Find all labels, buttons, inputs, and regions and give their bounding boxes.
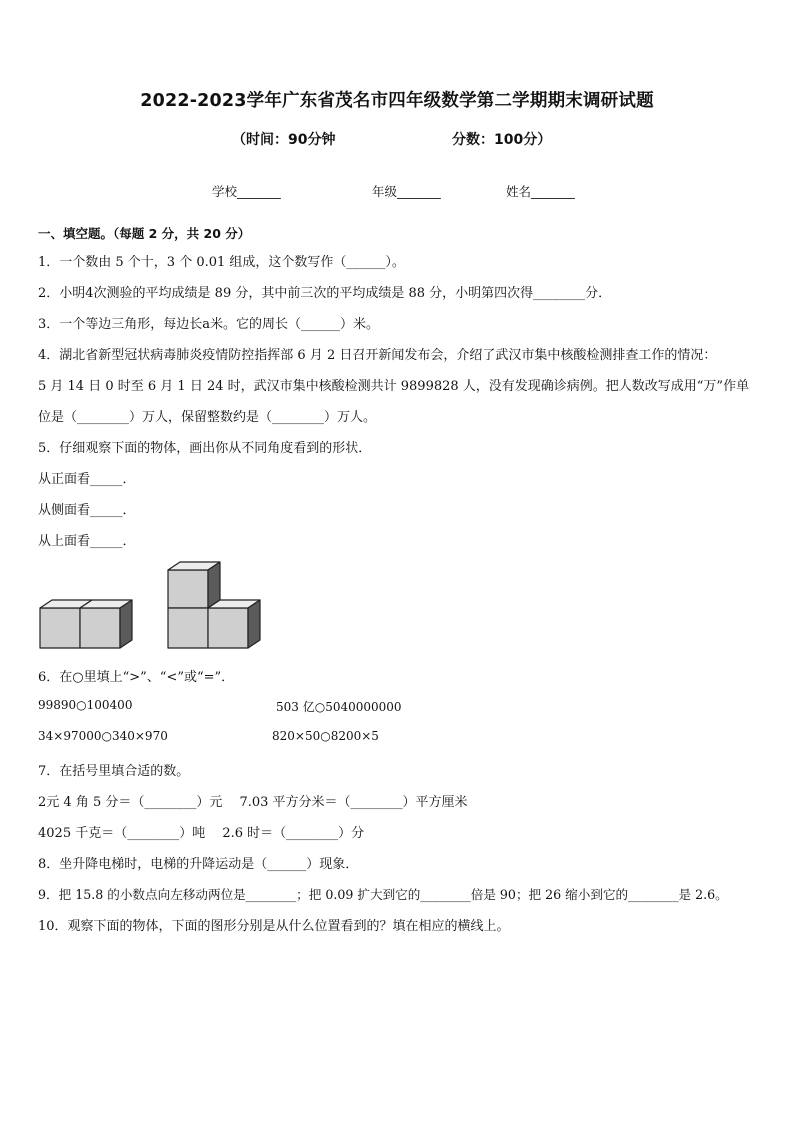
cube-right-bottom-2 xyxy=(208,600,260,648)
page-title: 2022-2023学年广东省茂名市四年级数学第二学期期末调研试题 xyxy=(140,91,654,111)
compare-d: 820×50○8200×5 xyxy=(272,729,379,743)
question-7: 7．在括号里填合适的数。 xyxy=(38,764,190,779)
compare-c: 34×97000○340×970 xyxy=(38,729,168,743)
compare-a: 99890○100400 xyxy=(38,698,133,712)
question-6: 6．在○里填上“>”、“<”或“=”． xyxy=(38,670,235,685)
question-8: 8．坐升降电梯时，电梯的升降运动是（______）现象． xyxy=(38,857,359,872)
question-4-line-2: 5 月 14 日 0 时至 6 月 1 日 24 时，武汉市集中核酸检测共计 9899828 人，没有发现确诊病例。把人数改写成用“万”作单 xyxy=(38,379,750,394)
question-5: 5．仔细观察下面的物体，画出你从不同角度看到的形状． xyxy=(38,441,372,456)
question-9: 9．把 15.8 的小数点向左移动两位是________；把 0.09 扩大到它的________倍是 90；把 26 缩小到它的________是 2.6。 xyxy=(38,887,728,902)
cube-right-bottom-1 xyxy=(168,608,208,648)
exam-score: 分数：100分） xyxy=(452,132,552,148)
school-field: 学校_______ xyxy=(212,184,281,199)
exam-time: （时间：90分钟 xyxy=(232,132,336,148)
question-3: 3．一个等边三角形，每边长a米。它的周长（______）米。 xyxy=(38,317,380,332)
question-7-line-1: 2元 4 角 5 分＝（________）元 7.03 平方分米＝（________）平方厘米 xyxy=(38,795,468,810)
question-2: 2．小明4次测验的平均成绩是 89 分，其中前三次的平均成绩是 88 分，小明第四次得________分． xyxy=(38,286,612,301)
question-4-line-3: 位是（________）万人，保留整数约是（________）万人。 xyxy=(38,410,377,425)
cube-right-top xyxy=(168,562,220,608)
cube-figure xyxy=(36,560,276,656)
cube-left-2 xyxy=(80,600,132,648)
section-heading: 一、填空题。（每题 2 分，共 20 分） xyxy=(38,226,251,241)
question-10: 10．观察下面的物体，下面的图形分别是从什么位置看到的？填在相应的横线上。 xyxy=(38,919,510,934)
name-field: 姓名_______ xyxy=(506,184,575,199)
question-5-top: 从上面看_____． xyxy=(38,534,136,549)
grade-field: 年级_______ xyxy=(372,184,441,199)
question-5-side: 从侧面看_____． xyxy=(38,503,136,518)
question-1: 1．一个数由 5 个十，3 个 0.01 组成，这个数写作（______）。 xyxy=(38,255,405,270)
question-7-line-2: 4025 千克＝（________）吨 2.6 时＝（________）分 xyxy=(38,826,365,841)
question-5-front: 从正面看_____． xyxy=(38,472,136,487)
compare-b: 503 亿○5040000000 xyxy=(276,700,402,714)
question-4-line-1: 4．湖北省新型冠状病毒肺炎疫情防控指挥部 6 月 2 日召开新闻发布会，介绍了武汉市集中核酸检测排查工作的情况： xyxy=(38,348,717,363)
